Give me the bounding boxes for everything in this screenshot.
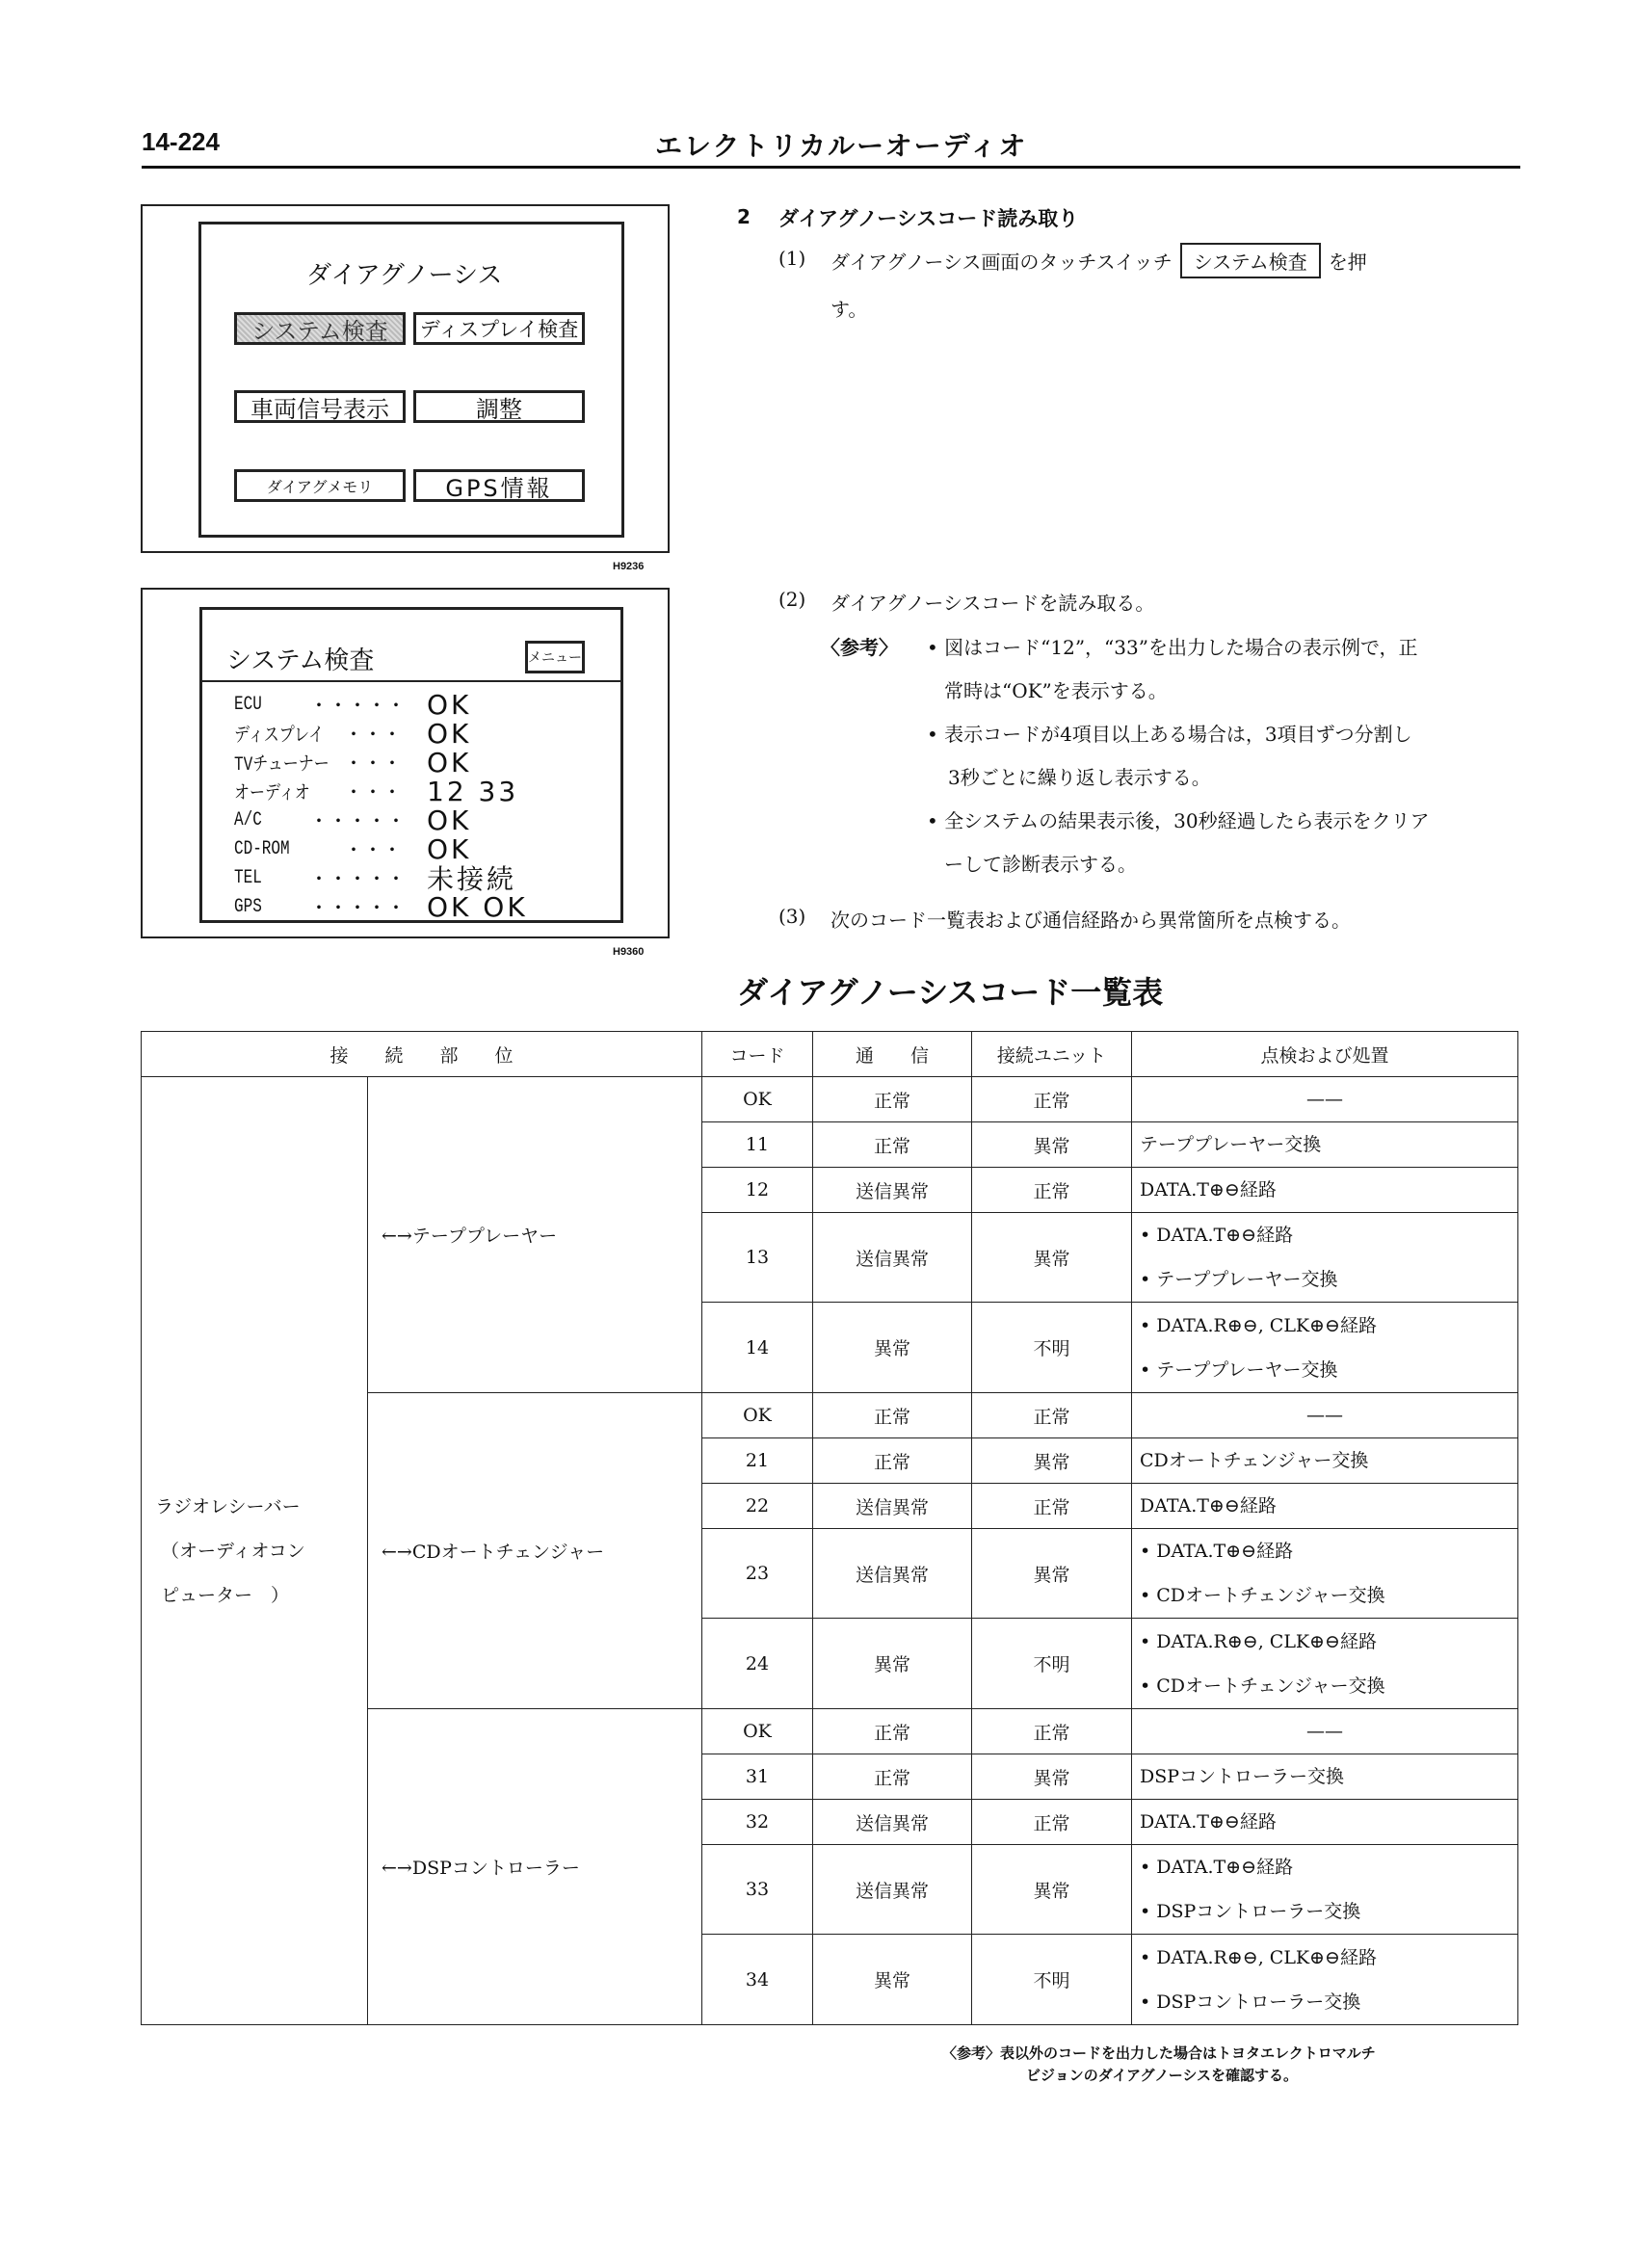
status-dots: ・・・・・: [309, 870, 406, 892]
action-line: DSPコントローラー交換: [1140, 1766, 1345, 1787]
unit-name-line: （オーディオコン: [161, 1540, 305, 1562]
code-cell: 32: [702, 1800, 813, 1845]
page-title: エレクトリカルーオーディオ: [655, 130, 1028, 162]
unit-status-cell: 異常: [972, 1122, 1132, 1168]
reference-label: 〈参考〉: [821, 636, 898, 659]
unit-status-cell: 不明: [972, 1935, 1132, 2025]
footnote-line: ビジョンのダイアグノーシスを確認する。: [1026, 2067, 1299, 2084]
status-value: OK: [427, 832, 472, 865]
status-row: [234, 890, 528, 923]
action-line: ——: [1306, 1405, 1343, 1426]
status-label: TEL: [234, 866, 262, 889]
step-2-text: ダイアグノーシスコードを読み取る。: [830, 592, 1155, 615]
menu-button[interactable]: メニュー: [525, 641, 585, 673]
step-1-text: [830, 243, 1367, 278]
communication-cell: 正常: [813, 1122, 972, 1168]
code-cell: OK: [702, 1393, 813, 1438]
code-cell: 24: [702, 1619, 813, 1709]
step-3-text: 次のコード一覧表および通信経路から異常箇所を点検する。: [830, 909, 1351, 932]
footnote: [942, 2043, 1376, 2087]
communication-cell: 送信異常: [813, 1213, 972, 1303]
figure-caption: H9236: [613, 561, 645, 572]
action-line: • CDオートチェンジャー交換: [1140, 1675, 1385, 1697]
action-cell: [1132, 1122, 1518, 1168]
code-cell: 31: [702, 1754, 813, 1800]
unit-status-cell: 異常: [972, 1213, 1132, 1303]
communication-cell: 送信異常: [813, 1529, 972, 1619]
diag-memory-button[interactable]: ダイアグメモリ: [234, 469, 406, 502]
code-cell: 34: [702, 1935, 813, 2025]
status-value: 12 33: [427, 775, 519, 807]
system-check-switch-label: システム検査: [1180, 243, 1321, 278]
status-dots: ・・・・・: [309, 697, 406, 719]
status-row: [234, 775, 519, 807]
reference-line: 3秒ごとに繰り返し表示する。: [948, 766, 1211, 789]
status-value: OK: [427, 746, 472, 778]
step-1-post: を押: [1328, 251, 1367, 274]
header-connected-unit: 接続ユニット: [972, 1032, 1132, 1077]
status-label: GPS: [234, 895, 262, 918]
unit-status-cell: 正常: [972, 1077, 1132, 1122]
vehicle-signal-button[interactable]: 車両信号表示: [234, 390, 406, 423]
unit-name-line: ラジオレシーバー: [155, 1495, 301, 1517]
code-cell: 14: [702, 1303, 813, 1393]
header-code: コード: [702, 1032, 813, 1077]
code-cell: OK: [702, 1709, 813, 1754]
code-cell: OK: [702, 1077, 813, 1122]
unit-status-cell: 異常: [972, 1754, 1132, 1800]
status-dots: ・・・・・: [309, 899, 406, 921]
unit-status-cell: 正常: [972, 1484, 1132, 1529]
action-cell: [1132, 1800, 1518, 1845]
unit-status-cell: 正常: [972, 1800, 1132, 1845]
action-line: • DATA.T⊕⊖経路: [1140, 1225, 1294, 1246]
code-cell: 12: [702, 1168, 813, 1213]
communication-cell: 送信異常: [813, 1168, 972, 1213]
reference-line: 常時は“OK”を表示する。: [944, 679, 1168, 702]
status-row: [234, 804, 472, 836]
status-value: OK OK: [427, 890, 528, 923]
unit-cell: [142, 1077, 368, 2025]
step-1-number: (1): [778, 247, 806, 270]
status-value: OK: [427, 688, 472, 721]
code-cell: 22: [702, 1484, 813, 1529]
status-row: [234, 863, 517, 895]
communication-cell: 正常: [813, 1754, 972, 1800]
status-label: ECU: [234, 693, 262, 716]
action-cell: [1132, 1484, 1518, 1529]
header-divider: [199, 680, 623, 682]
action-cell: [1132, 1619, 1518, 1709]
footnote-line: 〈参考〉表以外のコードを出力した場合はトヨタエレクトロマルチ: [942, 2044, 1376, 2062]
action-line: • DATA.R⊕⊖, CLK⊕⊖経路: [1140, 1630, 1377, 1652]
step-1-pre: ダイアグノーシス画面のタッチスイッチ: [830, 251, 1173, 274]
status-label: TVチューナー: [234, 754, 329, 777]
header-rule: [142, 166, 1520, 169]
action-cell: [1132, 1213, 1518, 1303]
status-label: A/C: [234, 808, 262, 831]
code-cell: 33: [702, 1845, 813, 1935]
header-communication: 通 信: [813, 1032, 972, 1077]
system-check-button[interactable]: システム検査: [234, 312, 406, 345]
status-row: [234, 688, 472, 721]
communication-cell: 正常: [813, 1077, 972, 1122]
action-cell: [1132, 1845, 1518, 1935]
communication-cell: 送信異常: [813, 1484, 972, 1529]
section-title: ダイアグノーシスコード読み取り: [778, 207, 1079, 230]
unit-name-line: ピューター ）: [161, 1584, 290, 1606]
communication-cell: 異常: [813, 1619, 972, 1709]
status-value: 未接続: [427, 863, 517, 895]
unit-status-cell: 不明: [972, 1303, 1132, 1393]
unit-status-cell: 正常: [972, 1393, 1132, 1438]
step-1-cont: す。: [830, 298, 868, 321]
unit-status-cell: 異常: [972, 1438, 1132, 1484]
action-line: DATA.T⊕⊖経路: [1140, 1495, 1277, 1516]
action-line: • DATA.T⊕⊖経路: [1140, 1541, 1294, 1562]
action-cell: [1132, 1393, 1518, 1438]
display-check-button[interactable]: ディスプレイ検査: [413, 312, 585, 345]
communication-cell: 送信異常: [813, 1845, 972, 1935]
action-line: テーププレーヤー交換: [1140, 1134, 1322, 1155]
status-label: オーディオ: [234, 783, 310, 805]
status-row: [234, 746, 472, 778]
status-label: CD-ROM: [234, 837, 290, 860]
action-line: • DATA.R⊕⊖, CLK⊕⊖経路: [1140, 1946, 1377, 1968]
step-2-number: (2): [778, 588, 806, 611]
table-row: [142, 1077, 1518, 1122]
unit-status-cell: 正常: [972, 1168, 1132, 1213]
unit-status-cell: 不明: [972, 1619, 1132, 1709]
action-cell: [1132, 1438, 1518, 1484]
action-cell: [1132, 1529, 1518, 1619]
action-line: • DSPコントローラー交換: [1140, 1991, 1361, 2013]
action-cell: [1132, 1935, 1518, 2025]
communication-cell: 正常: [813, 1393, 972, 1438]
status-dots: ・・・・・: [309, 812, 406, 834]
action-line: DATA.T⊕⊖経路: [1140, 1811, 1277, 1833]
action-line: • DSPコントローラー交換: [1140, 1901, 1361, 1922]
action-line: • CDオートチェンジャー交換: [1140, 1585, 1385, 1606]
unit-status-cell: 正常: [972, 1709, 1132, 1754]
status-dots: ・・・: [309, 783, 403, 805]
diagnosis-code-table: [141, 1031, 1518, 2025]
status-row: [234, 717, 472, 750]
adjust-button[interactable]: 調整: [413, 390, 585, 423]
communication-cell: 正常: [813, 1438, 972, 1484]
communication-cell: 正常: [813, 1709, 972, 1754]
status-row: [234, 832, 472, 865]
action-cell: [1132, 1754, 1518, 1800]
action-cell: [1132, 1168, 1518, 1213]
header-connection-part: 接 続 部 位: [142, 1032, 702, 1077]
status-label: ディスプレイ: [234, 725, 325, 748]
action-cell: [1132, 1709, 1518, 1754]
connection-cell: ←→CDオートチェンジャー: [368, 1393, 702, 1709]
action-line: ——: [1306, 1089, 1343, 1110]
status-dots: ・・・: [309, 754, 403, 777]
code-cell: 21: [702, 1438, 813, 1484]
status-value: OK: [427, 804, 472, 836]
action-line: DATA.T⊕⊖経路: [1140, 1179, 1277, 1200]
page-number: 14-224: [142, 127, 220, 156]
action-line: CDオートチェンジャー交換: [1140, 1450, 1369, 1471]
section-number: 2: [737, 205, 751, 228]
action-line: • DATA.R⊕⊖, CLK⊕⊖経路: [1140, 1314, 1377, 1336]
status-dots: ・・・: [309, 725, 403, 748]
action-line: • テーププレーヤー交換: [1140, 1358, 1338, 1381]
code-cell: 13: [702, 1213, 813, 1303]
action-line: • DATA.T⊕⊖経路: [1140, 1857, 1294, 1878]
reference-line: • 表示コードが4項目以上ある場合は，3項目ずつ分割し: [927, 723, 1412, 746]
communication-cell: 異常: [813, 1935, 972, 2025]
screen-title: システム検査: [226, 646, 375, 675]
reference-line: • 図はコード“12”，“33”を出力した場合の表示例で，正: [927, 636, 1418, 659]
code-cell: 11: [702, 1122, 813, 1168]
gps-info-button[interactable]: GPS情報: [413, 469, 585, 502]
connection-cell: ←→DSPコントローラー: [368, 1709, 702, 2025]
header-inspection-action: 点検および処置: [1132, 1032, 1518, 1077]
status-dots: ・・・: [309, 841, 403, 863]
unit-status-cell: 異常: [972, 1845, 1132, 1935]
connection-cell: ←→テーププレーヤー: [368, 1077, 702, 1393]
communication-cell: 送信異常: [813, 1800, 972, 1845]
action-line: ——: [1306, 1721, 1343, 1742]
action-cell: [1132, 1303, 1518, 1393]
action-line: • テーププレーヤー交換: [1140, 1269, 1338, 1290]
table-title: ダイアグノーシスコード一覧表: [737, 974, 1164, 1011]
reference-line: • 全システムの結果表示後，30秒経過したら表示をクリア: [927, 809, 1430, 832]
reference-line: ーして診断表示する。: [944, 853, 1137, 876]
code-cell: 23: [702, 1529, 813, 1619]
communication-cell: 異常: [813, 1303, 972, 1393]
status-value: OK: [427, 717, 472, 750]
screen-title: ダイアグノーシス: [306, 261, 503, 290]
unit-status-cell: 異常: [972, 1529, 1132, 1619]
figure-caption: H9360: [613, 946, 645, 958]
action-cell: [1132, 1077, 1518, 1122]
step-3-number: (3): [778, 905, 806, 928]
